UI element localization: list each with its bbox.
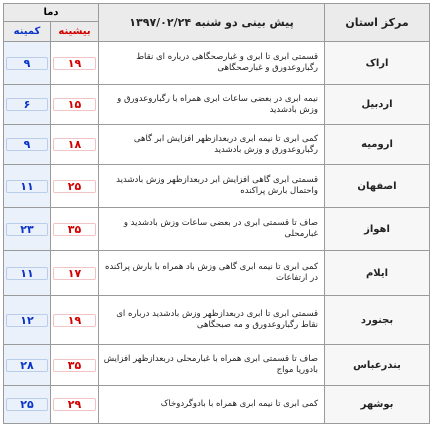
header-forecast-date: پیش بینی دو شنبه ۱۳۹۷/۰۲/۲۴ (99, 4, 325, 42)
max-temp-cell (51, 125, 99, 165)
min-temp-value: ۱۲ (6, 314, 48, 327)
min-temp-cell (4, 125, 51, 165)
table-row (4, 85, 430, 125)
max-temp-value: ۱۹ (53, 314, 96, 327)
min-temp-value: ۱۱ (6, 267, 48, 280)
province-name: اردبیل (325, 85, 430, 125)
header-max-temp: بیشینه (51, 22, 99, 42)
min-temp-cell (4, 165, 51, 208)
max-temp-value: ۳۵ (53, 223, 96, 236)
max-temp-value: ۲۹ (53, 398, 96, 411)
max-temp-cell (51, 345, 99, 386)
province-name: ارومیه (325, 125, 430, 165)
forecast-text: صاف تا قسمتی ابری همراه با غبارمحلی دربعدازظهر افزایش بادوریا مواج (99, 345, 325, 386)
table-row (4, 125, 430, 165)
forecast-text: کمی ابری تا نیمه ابری دربعدازظهر افزایش ابر گاهی رگبارو‌عدورق و وزش بادشدید (99, 125, 325, 165)
province-name: ایلام (325, 251, 430, 296)
max-temp-cell (51, 85, 99, 125)
table-row (4, 208, 430, 251)
min-temp-value: ۹ (6, 57, 48, 70)
header-min-temp: کمینه (4, 22, 51, 42)
forecast-text: نیمه ابری در بعضی ساعات ابری همراه با رگبارو‌عدورق و وزش بادشدید (99, 85, 325, 125)
max-temp-cell (51, 165, 99, 208)
table-row (4, 251, 430, 296)
forecast-panel (3, 3, 429, 443)
forecast-text: صاف تا قسمتی ابری در بعضی ساعات وزش بادشدید و غبارمحلی (99, 208, 325, 251)
header-province: مرکز استان (325, 4, 430, 42)
min-temp-cell (4, 296, 51, 345)
min-temp-value: ۲۸ (6, 359, 48, 372)
table-row (4, 386, 430, 424)
table-row (4, 165, 430, 208)
max-temp-value: ۱۵ (53, 98, 96, 111)
min-temp-value: ۲۳ (6, 223, 48, 236)
max-temp-cell (51, 208, 99, 251)
province-name: اصفهان (325, 165, 430, 208)
max-temp-value: ۲۵ (53, 180, 96, 193)
max-temp-cell (51, 251, 99, 296)
table-row (4, 296, 430, 345)
min-temp-cell (4, 251, 51, 296)
min-temp-value: ۲۵ (6, 398, 48, 411)
province-name: بجنورد (325, 296, 430, 345)
min-temp-value: ۱۱ (6, 180, 48, 193)
province-name: بوشهر (325, 386, 430, 424)
min-temp-cell (4, 85, 51, 125)
max-temp-cell (51, 296, 99, 345)
forecast-text: کمی ابری تا نیمه ابری گاهی وزش باد همراه با بارش پراکنده در ارتفاعات (99, 251, 325, 296)
max-temp-value: ۱۷ (53, 267, 96, 280)
header-temperature: دما (4, 4, 99, 22)
min-temp-value: ۶ (6, 98, 48, 111)
forecast-text: کمی ابری تا نیمه ابری همراه با بادوگردوخاک (99, 386, 325, 424)
min-temp-cell (4, 345, 51, 386)
min-temp-cell (4, 386, 51, 424)
forecast-text: قسمتی ابری تا ابری و غبارصحگاهی درباره ای نقاط رگبارو‌عدورق و غبارصحگاهی (99, 42, 325, 85)
min-temp-cell (4, 208, 51, 251)
province-name: اهواز (325, 208, 430, 251)
max-temp-value: ۱۸ (53, 138, 96, 151)
table-row (4, 345, 430, 386)
forecast-text: قسمتی ابری تا ابری دربعدازظهر وزش بادشدید درباره ای نقاط رگبارو‌عدورق و مه صبحگاهی (99, 296, 325, 345)
province-name: اراک (325, 42, 430, 85)
forecast-table (3, 3, 430, 424)
max-temp-cell (51, 386, 99, 424)
max-temp-value: ۱۹ (53, 57, 96, 70)
max-temp-cell (51, 42, 99, 85)
min-temp-cell (4, 42, 51, 85)
max-temp-value: ۳۵ (53, 359, 96, 372)
min-temp-value: ۹ (6, 138, 48, 151)
forecast-text: قسمتی ابری گاهی افزایش ابر دربعدازظهر وزش بادشدید واحتمال بارش پراکنده (99, 165, 325, 208)
province-name: بندرعباس (325, 345, 430, 386)
table-row (4, 42, 430, 85)
